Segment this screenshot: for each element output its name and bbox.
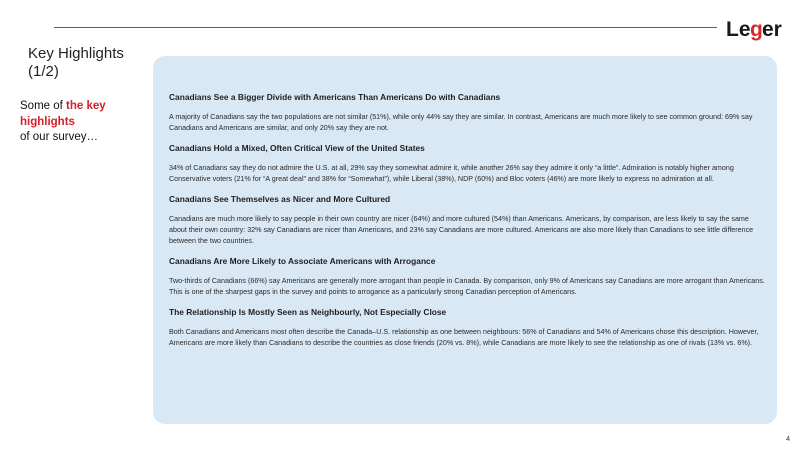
- subtitle-highlight: the key highlights: [20, 100, 106, 128]
- section-body: 34% of Canadians say they do not admire the U.S. at all, 29% say they somewhat admire it, while another 26% say they admire it only “a little”. Admiration is notably higher among Conservative voters (21% for “A great deal” and 38% for “Somewhat”), while Liberal (38%), NDP (60%) and Bloc voters (46%) are more likely to express no admiration at all.: [169, 163, 734, 184]
- svg-text:Le: Le: [726, 18, 751, 41]
- section-heading: The Relationship Is Mostly Seen as Neighbourly, Not Especially Close: [169, 306, 447, 317]
- section-heading: Canadians See Themselves as Nicer and More Cultured: [169, 193, 391, 204]
- top-divider: [54, 27, 717, 28]
- page-number: 4: [786, 436, 790, 443]
- section-4: [169, 256, 765, 299]
- page-subtitle: [20, 99, 140, 146]
- section-3: [169, 194, 765, 248]
- section-heading: Canadians Hold a Mixed, Often Critical View of the United States: [169, 142, 425, 153]
- section-2: [169, 143, 765, 186]
- highlights-content: [169, 92, 765, 357]
- section-heading: Canadians Are More Likely to Associate Americans with Arrogance: [169, 255, 436, 266]
- section-body: Both Canadians and Americans most often describe the Canada–U.S. relationship as one between neighbours: 56% of Canadians and 54% of Americans chose this description. However, Americans are more likely than Canadians to describe the countries as close friends (20% vs. 8%), while Canadians are more likely to see the relationship as one of rivals (13% vs. 6%).: [169, 327, 759, 348]
- leger-logo: [726, 14, 782, 48]
- section-5: [169, 307, 765, 350]
- page-title-line-1: Key Highlights: [28, 45, 124, 62]
- svg-text:g: g: [750, 18, 763, 41]
- subtitle-suffix: of our survey…: [20, 131, 98, 143]
- section-1: [169, 92, 765, 135]
- section-heading: Canadians See a Bigger Divide with Americans Than Americans Do with Canadians: [169, 92, 501, 102]
- page-title: [28, 45, 148, 81]
- section-body: Canadians are much more likely to say people in their own country are nicer (64%) and more cultured (54%) than Americans. Americans, by comparison, are less likely to say the same about their own country: 32% say Canadians are nicer than Americans, and 23% say Canadians are more cultured. Americans are also more likely than Canadians to see little difference between the two countries.: [169, 214, 754, 246]
- page-title-line-2: (1/2): [28, 63, 59, 80]
- section-body: Two-thirds of Canadians (66%) say Americans are generally more arrogant than people in Canada. By comparison, only 9% of Americans say Canadians are more arrogant than Americans. This is one of the sharpest gaps in the survey and points to arrogance as a particularly strong Canadian perception of Americans.: [169, 276, 765, 297]
- svg-text:er: er: [762, 18, 782, 41]
- section-body: A majority of Canadians say the two populations are not similar (51%), while only 44% say they are similar. In contrast, Americans are much more likely to see common ground: 69% say Canadians and Americans are similar, and only 20% say they are not.: [169, 113, 753, 133]
- subtitle-prefix: Some of: [20, 100, 67, 112]
